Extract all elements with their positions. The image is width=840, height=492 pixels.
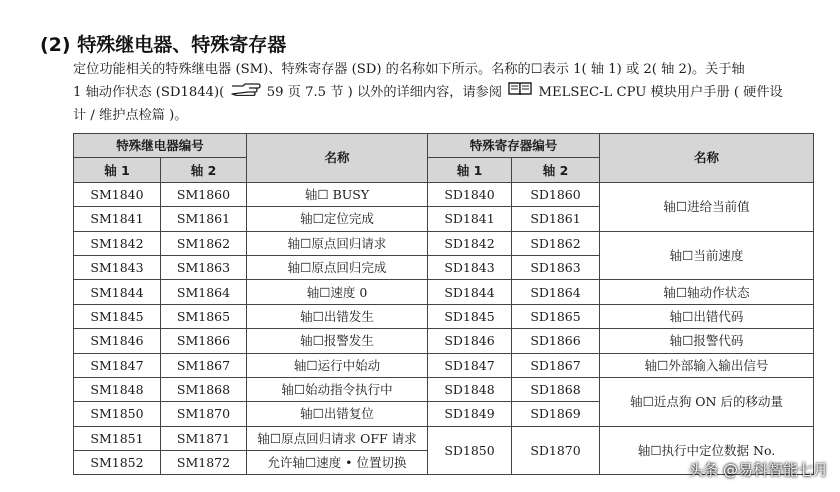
table-row (74, 329, 814, 353)
sd-axis2-cell: SD1868 (512, 377, 600, 401)
sm-name-cell: 轴☐定位完成 (247, 207, 428, 231)
table-row (74, 182, 814, 206)
sm-axis2-cell: SM1868 (161, 377, 247, 401)
intro-line-1: 定位功能相关的特殊继电器 (SM)、特殊寄存器 (SD) 的名称如下所示。名称的☐表示 1( 轴 1) 或 2( 轴 2)。关于轴 (73, 62, 745, 77)
sd-name-cell: 轴☐外部输入输出信号 (600, 353, 814, 377)
header-row-1 (74, 134, 814, 158)
table-row (74, 353, 814, 377)
table-row (74, 304, 814, 328)
sd-axis1-cell: SD1841 (428, 207, 512, 231)
sd-axis1-header: 轴 1 (428, 158, 512, 182)
sd-axis2-cell: SD1870 (512, 426, 600, 475)
sm-axis1-cell: SM1851 (74, 426, 161, 450)
table-row (74, 426, 814, 450)
intro-line-2-start: 1 轴动作状态 (SD1844)( (73, 85, 225, 100)
sm-name-header: 名称 (247, 134, 428, 183)
sm-axis2-cell: SM1861 (161, 207, 247, 231)
sd-axis2-cell: SD1865 (512, 304, 600, 328)
sm-axis1-cell: SM1843 (74, 255, 161, 279)
sm-name-cell: 轴☐原点回归完成 (247, 255, 428, 279)
sm-name-cell: 轴☐速度 0 (247, 280, 428, 304)
sm-name-cell: 轴☐原点回归请求 (247, 231, 428, 255)
table-row (74, 280, 814, 304)
sd-axis1-cell: SD1846 (428, 329, 512, 353)
sm-axis1-cell: SM1852 (74, 451, 161, 475)
sd-axis2-cell: SD1864 (512, 280, 600, 304)
sd-axis1-cell: SD1842 (428, 231, 512, 255)
sd-axis2-cell: SD1861 (512, 207, 600, 231)
sm-axis1-cell: SM1847 (74, 353, 161, 377)
sd-name-cell: 轴☐当前速度 (600, 231, 814, 280)
sm-axis1-cell: SM1846 (74, 329, 161, 353)
sd-axis1-cell: SD1843 (428, 255, 512, 279)
sm-axis2-cell: SM1866 (161, 329, 247, 353)
sd-axis1-cell: SD1845 (428, 304, 512, 328)
sd-axis2-header: 轴 2 (512, 158, 600, 182)
sd-name-cell: 轴☐轴动作状态 (600, 280, 814, 304)
sm-axis1-cell: SM1840 (74, 182, 161, 206)
sm-axis1-header: 轴 1 (74, 158, 161, 182)
manual-title: MELSEC-L CPU 模块用户手册 ( 硬件设 (538, 85, 783, 100)
page-reference: 59 页 7.5 节 ) 以外的详细内容，请参阅 (266, 85, 503, 100)
sm-axis1-cell: SM1841 (74, 207, 161, 231)
sm-axis1-cell: SM1844 (74, 280, 161, 304)
sd-name-cell: 轴☐执行中定位数据 No. (600, 426, 814, 475)
sm-name-cell: 轴☐始动指令执行中 (247, 377, 428, 401)
sm-name-cell: 轴☐ BUSY (247, 182, 428, 206)
sm-name-cell: 轴☐原点回归请求 OFF 请求 (247, 426, 428, 450)
sm-axis2-cell: SM1865 (161, 304, 247, 328)
sm-axis1-cell: SM1850 (74, 402, 161, 426)
sd-axis1-cell: SD1840 (428, 182, 512, 206)
sm-axis2-cell: SM1860 (161, 182, 247, 206)
intro-line-2 (73, 81, 813, 104)
sm-name-cell: 允许轴☐速度 • 位置切换 (247, 451, 428, 475)
section-heading: (2) 特殊继电器、特殊寄存器 (40, 34, 287, 56)
sm-axis2-cell: SM1863 (161, 255, 247, 279)
sm-axis2-header: 轴 2 (161, 158, 247, 182)
sd-name-cell: 轴☐报警代码 (600, 329, 814, 353)
sm-name-cell: 轴☐报警发生 (247, 329, 428, 353)
sd-axis2-cell: SD1866 (512, 329, 600, 353)
sd-name-header: 名称 (600, 134, 814, 183)
table-row (74, 377, 814, 401)
sm-name-cell: 轴☐出错复位 (247, 402, 428, 426)
sd-name-cell: 轴☐近点狗 ON 后的移动量 (600, 377, 814, 426)
intro-line-3: 计 / 维护点检篇 )。 (73, 108, 188, 123)
watermark: 头条 @易科智能七月 (688, 461, 828, 479)
register-table (73, 133, 814, 475)
sd-axis1-cell: SD1844 (428, 280, 512, 304)
sm-axis2-cell: SM1867 (161, 353, 247, 377)
sm-axis1-cell: SM1842 (74, 231, 161, 255)
sm-axis2-cell: SM1870 (161, 402, 247, 426)
sm-name-cell: 轴☐运行中始动 (247, 353, 428, 377)
sd-name-cell: 轴☐进给当前值 (600, 182, 814, 231)
sm-axis2-cell: SM1872 (161, 451, 247, 475)
sm-axis2-cell: SM1871 (161, 426, 247, 450)
sd-axis2-cell: SD1863 (512, 255, 600, 279)
sd-axis2-cell: SD1862 (512, 231, 600, 255)
sd-axis1-cell: SD1849 (428, 402, 512, 426)
sd-name-cell: 轴☐出错代码 (600, 304, 814, 328)
sm-group-header: 特殊继电器编号 (74, 134, 247, 158)
sd-axis2-cell: SD1869 (512, 402, 600, 426)
sm-name-cell: 轴☐出错发生 (247, 304, 428, 328)
sm-axis1-cell: SM1848 (74, 377, 161, 401)
sd-group-header: 特殊寄存器编号 (428, 134, 600, 158)
manual-book-icon (508, 81, 532, 104)
sd-axis1-cell: SD1847 (428, 353, 512, 377)
sm-axis1-cell: SM1845 (74, 304, 161, 328)
table-row (74, 231, 814, 255)
sd-axis2-cell: SD1867 (512, 353, 600, 377)
sm-axis2-cell: SM1864 (161, 280, 247, 304)
sd-axis1-cell: SD1850 (428, 426, 512, 475)
pointing-hand-icon (231, 81, 261, 104)
sd-axis1-cell: SD1848 (428, 377, 512, 401)
sm-axis2-cell: SM1862 (161, 231, 247, 255)
sd-axis2-cell: SD1860 (512, 182, 600, 206)
